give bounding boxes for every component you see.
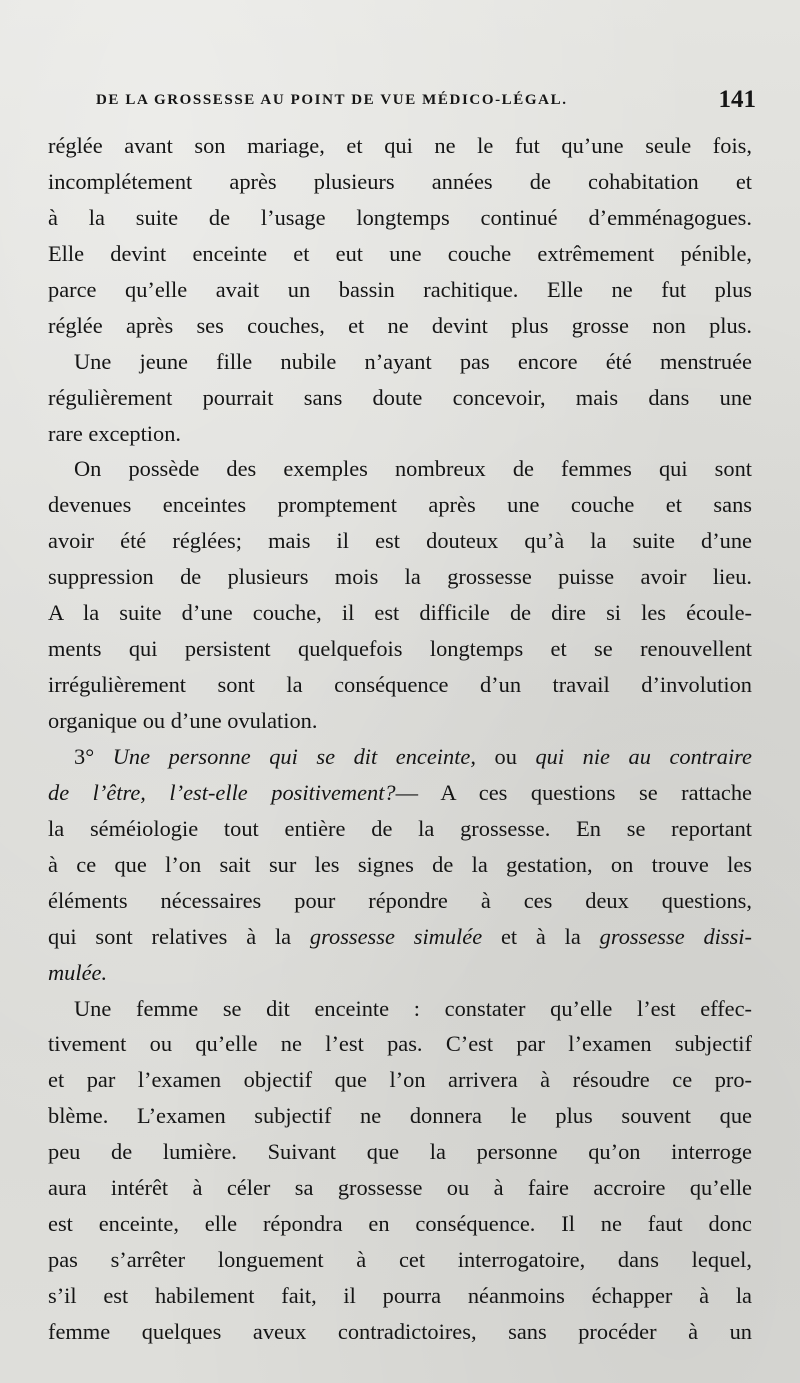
body-text (48, 128, 752, 1350)
italic-phrase: grossesse dissi- (599, 923, 752, 949)
text-line: à la suite de l’usage longtemps continué d’emménagogues. (48, 204, 752, 230)
text-line: femme quelques aveux contradictoires, sans procéder à un (48, 1318, 752, 1344)
text-line: Elle devint enceinte et eut une couche extrêmement pénible, (48, 240, 752, 266)
text-line: et par l’examen objectif que l’on arrivera à résoudre ce pro- (48, 1067, 752, 1093)
text-line: régulièrement pourrait sans doute concevoir, mais dans une (48, 384, 752, 410)
text-line: blème. L’examen subjectif ne donnera le plus souvent que (48, 1103, 752, 1129)
text-line: s’il est habilement fait, il pourra néanmoins échapper à la (48, 1283, 752, 1308)
text-line: à ce que l’on sait sur les signes de la gestation, on trouve les (48, 851, 752, 877)
text-line-section-3 (48, 739, 752, 775)
text-line: irrégulièrement sont la conséquence d’un travail d’involution (48, 672, 752, 698)
text-line: On possède des exemples nombreux de femmes qui sont (74, 456, 752, 482)
text-line: organique ou d’une ovulation. (48, 708, 318, 733)
text-line: est enceinte, elle répondra en conséquence. Il ne faut donc (48, 1211, 752, 1237)
text-line (48, 775, 752, 811)
text-run: — A ces questions se rattache (395, 779, 752, 805)
italic-phrase: mulée. (48, 959, 108, 985)
page-header (96, 88, 756, 122)
italic-phrase: qui nie au contraire (535, 743, 752, 769)
text-line (48, 919, 752, 955)
italic-phrase: grossesse simulée (309, 923, 483, 949)
text-line: A la suite d’une couche, il est difficile de dire si les écoule- (48, 600, 752, 626)
section-number: 3° (74, 743, 95, 769)
text-line: Une femme se dit enceinte : constater qu’elle l’est effec- (74, 995, 752, 1021)
text-line: ments qui persistent quelquefois longtemps et se renouvellent (48, 636, 752, 662)
running-title: DE LA GROSSESSE AU POINT DE VUE MÉDICO-LÉGAL. (96, 92, 568, 108)
text-line: réglée après ses couches, et ne devint plus grosse non plus. (48, 312, 752, 338)
italic-phrase: Une personne qui se dit enceinte, (112, 743, 476, 769)
text-line: tivement ou qu’elle ne l’est pas. C’est par l’examen subjectif (48, 1031, 752, 1057)
text-line: Une jeune fille nubile n’ayant pas encore été menstruée (74, 348, 752, 374)
page-number: 141 (718, 86, 756, 113)
text-line: pas s’arrêter longuement à cet interrogatoire, dans lequel, (48, 1247, 752, 1273)
text-run: et à la (500, 923, 581, 949)
text-line: peu de lumière. Suivant que la personne qu’on interroge (48, 1139, 752, 1165)
text-line: la séméiologie tout entière de la grossesse. En se reportant (48, 815, 752, 841)
text-run: qui sont relatives à la (48, 923, 292, 949)
text-line (48, 955, 752, 991)
text-line: rare exception. (48, 420, 182, 446)
text-line: suppression de plusieurs mois la grossesse puisse avoir lieu. (48, 564, 752, 590)
text-line: devenues enceintes promptement après une couche et sans (48, 492, 752, 518)
text-line: éléments nécessaires pour répondre à ces deux questions, (48, 887, 752, 913)
text-line: réglée avant son mariage, et qui ne le fut qu’une seule fois, (48, 133, 752, 158)
text-run: ou (494, 743, 517, 769)
italic-phrase: de l’être, l’est-elle positivement? (48, 779, 396, 805)
text-line: parce qu’elle avait un bassin rachitique. Elle ne fut plus (48, 276, 752, 302)
text-line: incomplétement après plusieurs années de cohabitation et (48, 168, 752, 194)
text-line: avoir été réglées; mais il est douteux qu’à la suite d’une (48, 528, 752, 554)
text-line: aura intérêt à céler sa grossesse ou à faire accroire qu’elle (48, 1175, 752, 1201)
